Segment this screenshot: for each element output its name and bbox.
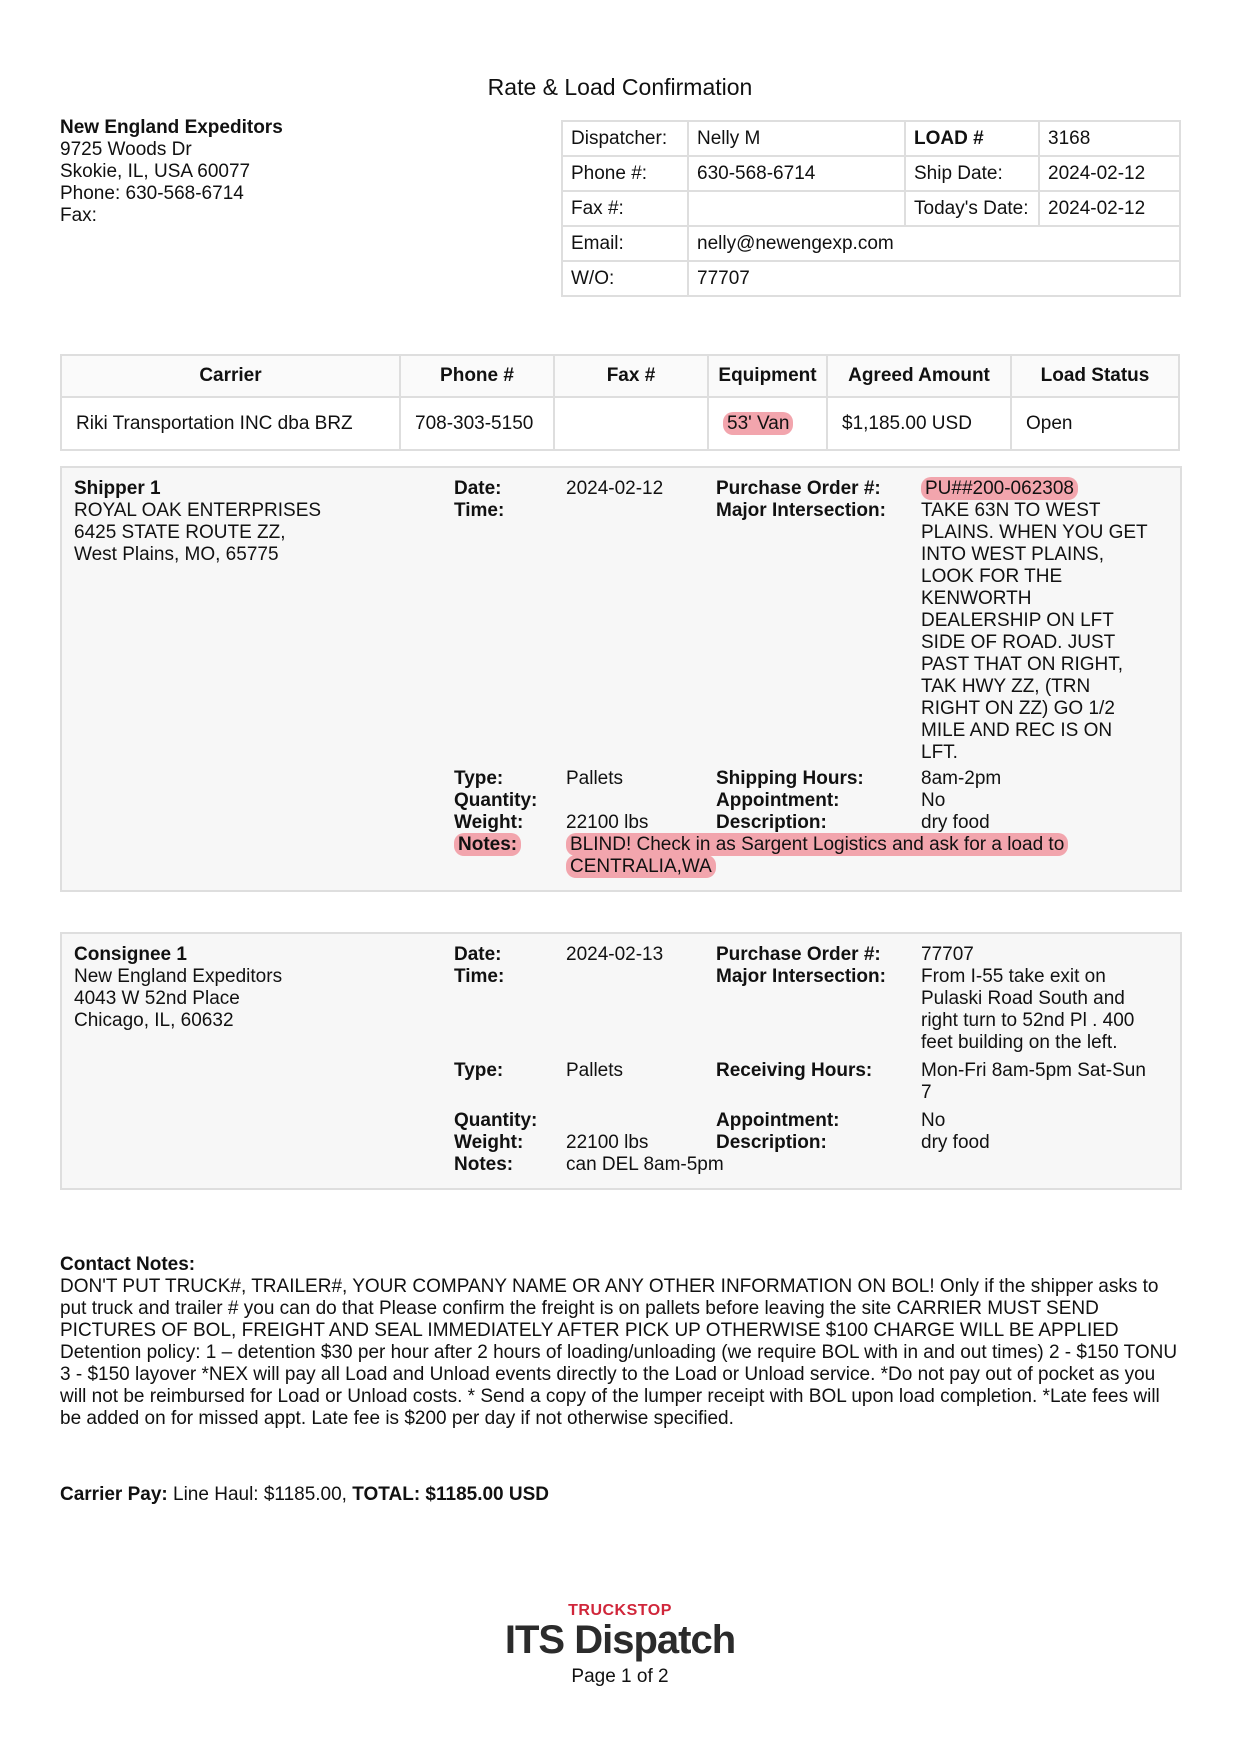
company-phone: Phone: 630-568-6714 <box>60 183 244 204</box>
carrier-pay-label: Carrier Pay: <box>60 1484 168 1505</box>
document-title: Rate & Load Confirmation <box>487 74 753 100</box>
todays-date-label: Today's Date: <box>905 191 1039 226</box>
consignee-type: Pallets <box>566 1060 624 1081</box>
shipper-date: 2024-02-12 <box>566 478 664 499</box>
email-label: Email: <box>562 226 688 261</box>
shipper-type: Pallets <box>566 768 624 789</box>
consignee-intersection: From I-55 take exit on Pulaski Road South and right turn to 52nd Pl . 400 feet building on the left. <box>921 966 1135 1053</box>
consignee-weight-label: Weight: <box>454 1132 524 1153</box>
shipper-heading: Shipper 1 <box>74 478 161 499</box>
carrier-load-status: Open <box>1011 397 1179 450</box>
shipper-description-label: Description: <box>716 812 827 833</box>
dispatch-info-table <box>561 120 1181 297</box>
todays-date-value: 2024-02-12 <box>1039 191 1180 226</box>
shipper-address-block <box>74 500 454 878</box>
fax-label: Fax #: <box>562 191 688 226</box>
load-number-label: LOAD # <box>905 121 1039 156</box>
consignee-date: 2024-02-13 <box>566 944 664 965</box>
shipper-intersection: TAKE 63N TO WEST PLAINS. WHEN YOU GET INTO WEST PLAINS, LOOK FOR THE KENWORTH DEALERSHIP ON LFT SIDE OF ROAD. JUST PAST THAT ON RIGHT, TAK HWY ZZ, (TRN RIGHT ON ZZ) GO 1/2 MILE AND REC IS ON LFT. <box>921 500 1148 763</box>
consignee-address-block <box>74 966 454 1176</box>
consignee-section <box>60 932 1182 1190</box>
load-number-value: 3168 <box>1039 121 1180 156</box>
shipper-notes-line2: CENTRALIA,WA <box>566 855 716 878</box>
shipper-section <box>60 466 1182 892</box>
company-name: New England Expeditors <box>60 117 283 138</box>
work-order-label: W/O: <box>562 261 688 296</box>
consignee-po: 77707 <box>921 944 974 965</box>
shipper-address-line1: 6425 STATE ROUTE ZZ, <box>74 522 286 543</box>
consignee-appointment: No <box>921 1110 946 1131</box>
consignee-hours-label: Receiving Hours: <box>716 1060 873 1081</box>
shipper-po-label: Purchase Order #: <box>716 478 881 499</box>
consignee-date-label: Date: <box>454 944 502 965</box>
col-header-carrier: Carrier <box>61 355 400 397</box>
company-address-line1: 9725 Woods Dr <box>60 139 192 160</box>
consignee-address-line2: Chicago, IL, 60632 <box>74 1010 234 1031</box>
shipper-weight: 22100 lbs <box>566 812 649 833</box>
shipper-notes-label-cell <box>454 834 566 878</box>
carrier-phone: 708-303-5150 <box>400 397 554 450</box>
carrier-agreed-amount: $1,185.00 USD <box>827 397 1011 450</box>
phone-label: Phone #: <box>562 156 688 191</box>
equipment-highlight: 53' Van <box>723 412 793 435</box>
carrier-pay-line-haul: Line Haul: $1185.00, <box>173 1484 347 1505</box>
consignee-address-line1: 4043 W 52nd Place <box>74 988 240 1009</box>
footer-logo <box>0 1602 1240 1688</box>
shipper-time <box>566 500 716 764</box>
carrier-table-header <box>61 355 1179 397</box>
consignee-hours: Mon-Fri 8am-5pm Sat-Sun 7 <box>921 1060 1146 1103</box>
contact-notes <box>60 1254 1180 1430</box>
phone-value: 630-568-6714 <box>688 156 905 191</box>
shipper-type-label: Type: <box>454 768 504 789</box>
col-header-load-status: Load Status <box>1011 355 1179 397</box>
shipper-hours: 8am-2pm <box>921 768 1002 789</box>
consignee-description: dry food <box>921 1132 990 1153</box>
company-fax: Fax: <box>60 205 97 226</box>
shipper-hours-label: Shipping Hours: <box>716 768 864 789</box>
shipper-date-label: Date: <box>454 478 502 499</box>
its-dispatch-wordmark: ITS Dispatch <box>504 1618 736 1662</box>
consignee-notes: can DEL 8am-5pm <box>566 1154 724 1175</box>
shipper-description: dry food <box>921 812 990 833</box>
consignee-notes-label: Notes: <box>454 1154 514 1175</box>
consignee-intersection-label: Major Intersection: <box>716 966 886 987</box>
shipper-quantity <box>566 790 716 812</box>
consignee-appointment-label: Appointment: <box>716 1110 840 1131</box>
consignee-name: New England Expeditors <box>74 966 283 987</box>
carrier-pay <box>60 1484 549 1506</box>
consignee-time <box>566 966 716 1054</box>
shipper-address-line2: West Plains, MO, 65775 <box>74 544 279 565</box>
contact-notes-label: Contact Notes: <box>60 1254 196 1275</box>
consignee-description-label: Description: <box>716 1132 827 1153</box>
shipper-quantity-label: Quantity: <box>454 790 538 811</box>
ship-date-label: Ship Date: <box>905 156 1039 191</box>
truckstop-wordmark: TRUCKSTOP <box>568 1602 672 1619</box>
consignee-quantity-label: Quantity: <box>454 1110 538 1131</box>
col-header-agreed-amount: Agreed Amount <box>827 355 1011 397</box>
shipper-appointment-label: Appointment: <box>716 790 840 811</box>
shipper-time-label: Time: <box>454 500 505 521</box>
company-address-line2: Skokie, IL, USA 60077 <box>60 161 251 182</box>
shipper-weight-label: Weight: <box>454 812 524 833</box>
consignee-type-label: Type: <box>454 1060 504 1081</box>
ship-date-value: 2024-02-12 <box>1039 156 1180 191</box>
shipper-notes-label: Notes: <box>454 833 521 856</box>
fax-value <box>688 191 905 226</box>
carrier-pay-total: TOTAL: $1185.00 USD <box>352 1484 550 1505</box>
company-block <box>60 117 283 227</box>
table-row <box>61 397 1179 450</box>
work-order-value: 77707 <box>688 261 1180 296</box>
email-value: nelly@newengexp.com <box>688 226 1180 261</box>
carrier-name: Riki Transportation INC dba BRZ <box>61 397 400 450</box>
consignee-po-label: Purchase Order #: <box>716 944 881 965</box>
consignee-quantity <box>566 1104 716 1132</box>
consignee-heading: Consignee 1 <box>74 944 187 965</box>
carrier-fax <box>554 397 708 450</box>
dispatcher-label: Dispatcher: <box>562 121 688 156</box>
shipper-intersection-label: Major Intersection: <box>716 500 886 521</box>
shipper-po-cell <box>921 478 1171 500</box>
col-header-phone: Phone # <box>400 355 554 397</box>
shipper-appointment: No <box>921 790 946 811</box>
shipper-notes <box>566 834 1171 878</box>
shipper-notes-line1: BLIND! Check in as Sargent Logistics and ask for a load to <box>566 833 1068 856</box>
col-header-equipment: Equipment <box>708 355 827 397</box>
shipper-po: PU##200-062308 <box>921 477 1078 500</box>
carrier-equipment <box>708 397 827 450</box>
shipper-name: ROYAL OAK ENTERPRISES <box>74 500 322 521</box>
page-number: Page 1 of 2 <box>571 1666 669 1687</box>
consignee-weight: 22100 lbs <box>566 1132 649 1153</box>
col-header-fax: Fax # <box>554 355 708 397</box>
contact-notes-text: DON'T PUT TRUCK#, TRAILER#, YOUR COMPANY NAME OR ANY OTHER INFORMATION ON BOL! Only if the shipper asks to put truck and trailer # you can do that Please confirm the freight is on pallets before leaving the site CARRIER MUST SEND PICTURES OF BOL, FREIGHT AND SEAL IMMEDIATELY AFTER PICK UP OTHERWISE $100 CHARGE WILL BE APPLIED Detention policy: 1 – detention $30 per hour after 2 hours of loading/unloading (we require BOL with in and out times) 2 - $150 TONU 3 - $150 layover *NEX will pay all Load and Unload events directly to the Load or Unload service. *Do not pay out of pocket as you will not be reimbursed for Load or Unload costs. * Send a copy of the lumper receipt with BOL upon load completion. *Late fees will be added on for missed appt. Late fee is $200 per day if not otherwise specified. <box>60 1276 1178 1429</box>
dispatcher-value: Nelly M <box>688 121 905 156</box>
consignee-time-label: Time: <box>454 966 505 987</box>
carrier-table <box>60 354 1180 451</box>
